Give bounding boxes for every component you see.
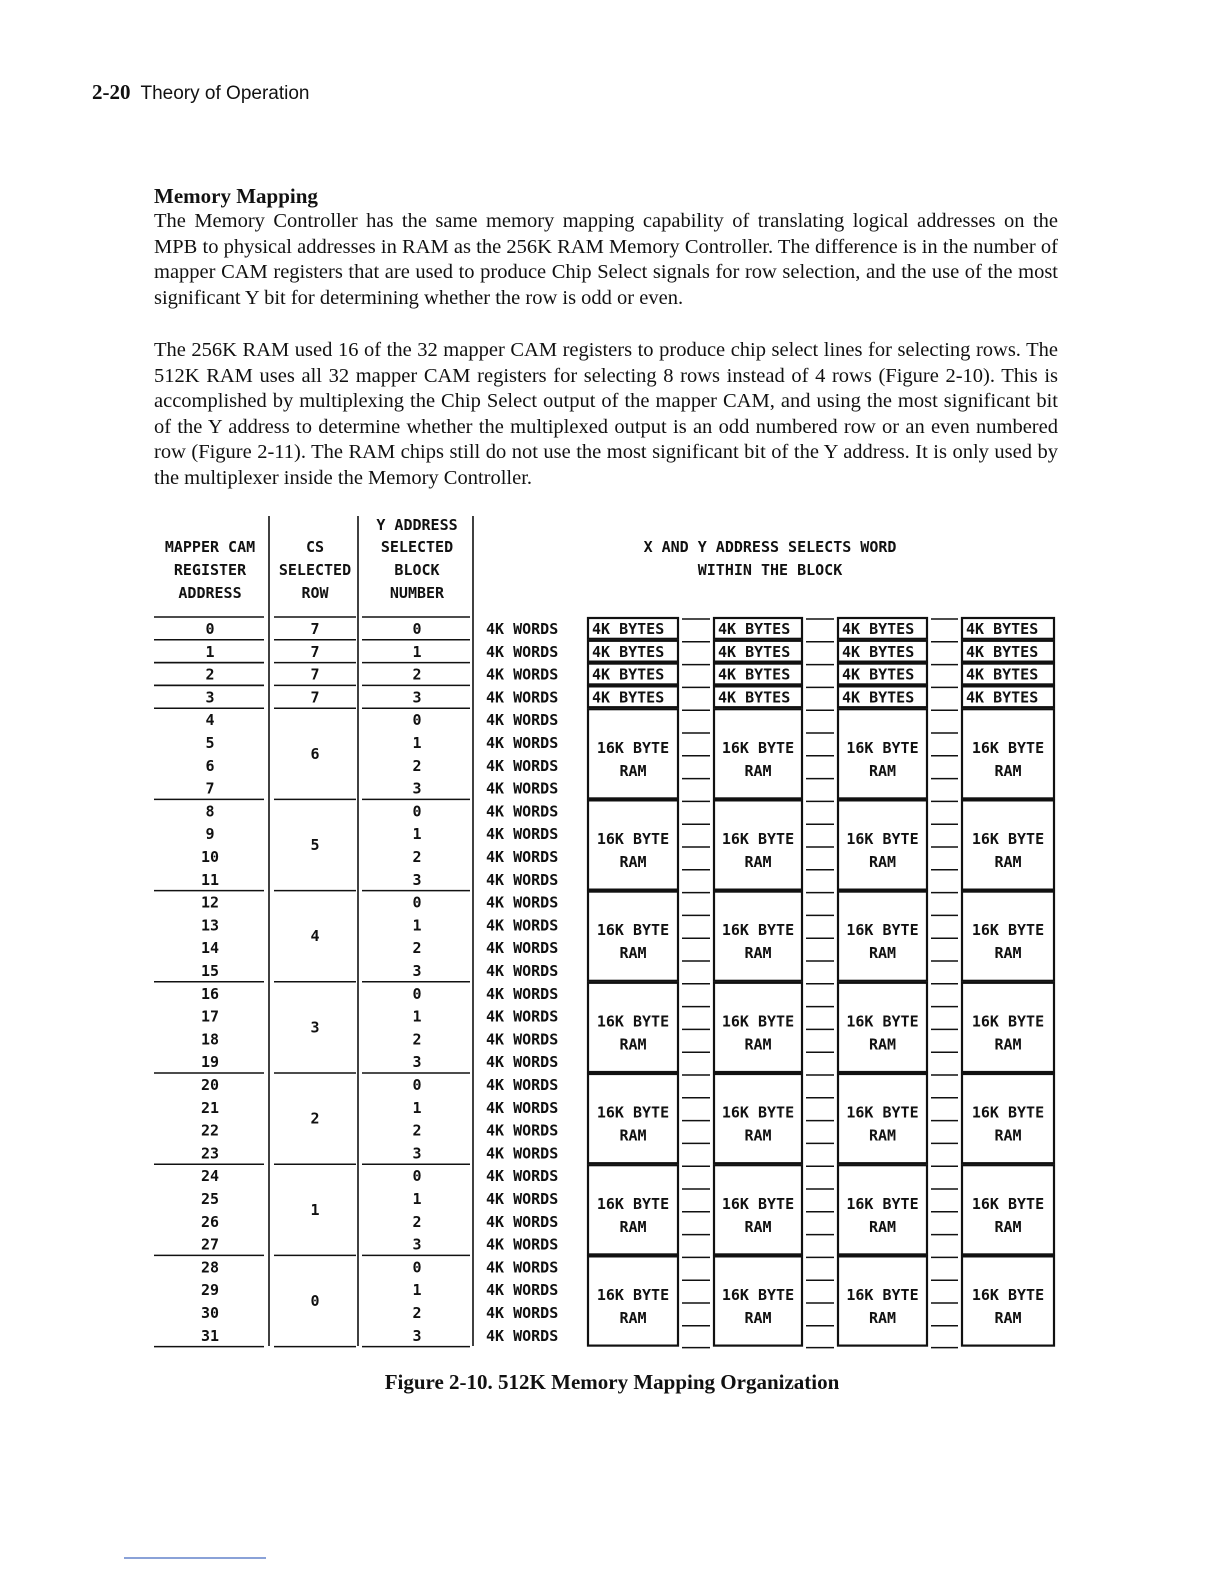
ram-label2-g3-c2: RAM bbox=[868, 1035, 897, 1054]
block-number-18: 2 bbox=[412, 1030, 422, 1049]
words-label-8: 4K WORDS bbox=[486, 802, 559, 821]
ram-label2-g0-c3: RAM bbox=[994, 761, 1022, 780]
words-label-29: 4K WORDS bbox=[486, 1281, 559, 1300]
block-number-23: 3 bbox=[412, 1144, 422, 1163]
byte-label-r3-c2: 4K BYTES bbox=[842, 688, 915, 707]
block-number-12: 0 bbox=[412, 893, 422, 912]
words-label-22: 4K WORDS bbox=[486, 1121, 559, 1140]
cs-row-top-0: 7 bbox=[310, 620, 320, 638]
ram-label1-g4-c2: 16K BYTE bbox=[846, 1103, 919, 1122]
header-col1-line1: MAPPER CAM bbox=[164, 538, 256, 556]
ram-label2-g4-c1: RAM bbox=[744, 1126, 772, 1145]
register-address-5: 5 bbox=[205, 734, 215, 752]
ram-label1-g1-c1: 16K BYTE bbox=[721, 830, 795, 848]
cs-row-group-4: 2 bbox=[310, 1109, 320, 1128]
register-address-25: 25 bbox=[200, 1190, 220, 1208]
register-address-20: 20 bbox=[200, 1076, 220, 1094]
block-number-4: 0 bbox=[412, 711, 422, 730]
cs-row-group-5: 1 bbox=[310, 1200, 320, 1219]
block-number-8: 0 bbox=[412, 802, 422, 821]
ram-label2-g5-c1: RAM bbox=[744, 1217, 772, 1236]
register-address-14: 14 bbox=[200, 939, 220, 958]
ram-label1-g0-c1: 16K BYTE bbox=[721, 738, 795, 757]
ram-label2-g2-c1: RAM bbox=[744, 944, 772, 963]
header-col1-line2: REGISTER bbox=[173, 561, 247, 579]
ram-label1-g1-c3: 16K BYTE bbox=[971, 830, 1045, 848]
block-number-0: 0 bbox=[412, 620, 422, 638]
header-col3-line2: SELECTED bbox=[380, 538, 454, 556]
words-label-3: 4K WORDS bbox=[486, 688, 559, 707]
words-label-24: 4K WORDS bbox=[486, 1167, 559, 1186]
cs-row-group-3: 3 bbox=[310, 1018, 320, 1037]
byte-label-r3-c0: 4K BYTES bbox=[592, 688, 665, 707]
header-col2-line3: ROW bbox=[301, 584, 329, 602]
block-number-17: 1 bbox=[412, 1007, 422, 1026]
ram-label1-g6-c1: 16K BYTE bbox=[721, 1286, 795, 1304]
byte-label-r0-c2: 4K BYTES bbox=[842, 620, 915, 638]
block-number-5: 1 bbox=[412, 734, 422, 752]
ram-label2-g6-c0: RAM bbox=[619, 1309, 647, 1327]
ram-label2-g4-c0: RAM bbox=[619, 1126, 647, 1145]
ram-label1-g6-c3: 16K BYTE bbox=[971, 1286, 1045, 1304]
footer-rule bbox=[124, 1557, 266, 1559]
ram-label2-g5-c3: RAM bbox=[994, 1217, 1022, 1236]
register-address-17: 17 bbox=[200, 1007, 220, 1026]
block-number-15: 3 bbox=[412, 962, 422, 980]
register-address-11: 11 bbox=[200, 870, 220, 889]
byte-label-r3-c1: 4K BYTES bbox=[718, 688, 791, 707]
register-address-15: 15 bbox=[200, 962, 220, 980]
figure-caption: Figure 2-10. 512K Memory Mapping Organization bbox=[384, 1370, 840, 1394]
ram-label1-g3-c3: 16K BYTE bbox=[971, 1012, 1045, 1031]
words-label-25: 4K WORDS bbox=[486, 1190, 559, 1208]
register-address-30: 30 bbox=[200, 1304, 220, 1322]
block-number-31: 3 bbox=[412, 1326, 422, 1345]
page-header bbox=[92, 80, 309, 105]
byte-label-r1-c1: 4K BYTES bbox=[718, 642, 791, 661]
block-number-20: 0 bbox=[412, 1076, 422, 1094]
paragraph-1: The Memory Controller has the same memory mapping capability of translating logical addresses on the MPB to physical addresses in RAM as the 256K RAM Memory Controller. The difference is in the number of mapper CAM registers that are used to produce Chip Select signals for row selection, and the use of the most significant Y bit for determining whether the row is odd or even. bbox=[154, 210, 1058, 309]
ram-label2-g1-c0: RAM bbox=[619, 853, 647, 871]
register-address-28: 28 bbox=[200, 1258, 220, 1277]
ram-label2-g4-c2: RAM bbox=[868, 1126, 897, 1145]
ram-label1-g6-c0: 16K BYTE bbox=[596, 1286, 670, 1304]
words-label-5: 4K WORDS bbox=[486, 734, 559, 752]
block-number-22: 2 bbox=[412, 1121, 422, 1140]
cs-row-top-2: 7 bbox=[310, 665, 320, 684]
words-label-26: 4K WORDS bbox=[486, 1212, 559, 1231]
ram-label1-g0-c3: 16K BYTE bbox=[971, 738, 1045, 757]
block-number-7: 3 bbox=[412, 779, 422, 798]
words-label-19: 4K WORDS bbox=[486, 1053, 559, 1072]
words-label-17: 4K WORDS bbox=[486, 1007, 559, 1026]
ram-label2-g4-c3: RAM bbox=[994, 1126, 1022, 1145]
ram-label1-g6-c2: 16K BYTE bbox=[846, 1286, 919, 1304]
words-label-10: 4K WORDS bbox=[486, 848, 559, 866]
words-label-21: 4K WORDS bbox=[486, 1098, 559, 1117]
register-address-19: 19 bbox=[200, 1053, 220, 1072]
register-address-1: 1 bbox=[205, 642, 215, 661]
block-number-14: 2 bbox=[412, 939, 422, 958]
cs-row-top-3: 7 bbox=[310, 688, 320, 707]
register-address-7: 7 bbox=[205, 779, 215, 798]
words-label-7: 4K WORDS bbox=[486, 779, 559, 798]
block-number-1: 1 bbox=[412, 642, 422, 661]
ram-label2-g2-c3: RAM bbox=[994, 944, 1022, 963]
ram-label2-g6-c1: RAM bbox=[744, 1309, 772, 1327]
byte-label-r1-c0: 4K BYTES bbox=[592, 642, 665, 661]
register-address-9: 9 bbox=[205, 825, 215, 844]
register-address-31: 31 bbox=[200, 1326, 220, 1345]
ram-label2-g3-c3: RAM bbox=[994, 1035, 1022, 1054]
ram-label1-g0-c0: 16K BYTE bbox=[596, 738, 670, 757]
header-col3-line1: Y ADDRESS bbox=[376, 516, 458, 534]
byte-label-r2-c0: 4K BYTES bbox=[592, 665, 665, 684]
cs-row-group-1: 5 bbox=[310, 836, 320, 854]
ram-label2-g5-c2: RAM bbox=[868, 1217, 897, 1236]
register-address-27: 27 bbox=[200, 1235, 220, 1254]
block-number-6: 2 bbox=[412, 756, 422, 775]
ram-label2-g5-c0: RAM bbox=[619, 1217, 647, 1236]
words-label-14: 4K WORDS bbox=[486, 939, 559, 958]
ram-label2-g0-c1: RAM bbox=[744, 761, 772, 780]
words-label-2: 4K WORDS bbox=[486, 665, 559, 684]
ram-label1-g3-c0: 16K BYTE bbox=[596, 1012, 670, 1031]
block-number-10: 2 bbox=[412, 848, 422, 866]
header-col1-line3: ADDRESS bbox=[178, 584, 242, 602]
register-address-12: 12 bbox=[200, 893, 220, 912]
header-col4-line1: X AND Y ADDRESS SELECTS WORD bbox=[643, 538, 897, 556]
cs-row-group-0: 6 bbox=[310, 744, 320, 763]
register-address-18: 18 bbox=[200, 1030, 220, 1049]
memory-mapping-figure bbox=[150, 516, 1070, 1356]
byte-label-r0-c3: 4K BYTES bbox=[966, 620, 1039, 638]
header-col2-line2: SELECTED bbox=[278, 561, 352, 579]
words-label-18: 4K WORDS bbox=[486, 1030, 559, 1049]
register-address-3: 3 bbox=[205, 688, 215, 707]
words-label-1: 4K WORDS bbox=[486, 642, 559, 661]
byte-label-r2-c2: 4K BYTES bbox=[842, 665, 915, 684]
register-address-0: 0 bbox=[205, 620, 215, 638]
block-number-2: 2 bbox=[412, 665, 422, 684]
block-number-30: 2 bbox=[412, 1304, 422, 1322]
block-number-24: 0 bbox=[412, 1167, 422, 1186]
ram-label1-g1-c0: 16K BYTE bbox=[596, 830, 670, 848]
ram-label1-g3-c2: 16K BYTE bbox=[846, 1012, 919, 1031]
ram-label1-g3-c1: 16K BYTE bbox=[721, 1012, 795, 1031]
block-number-16: 0 bbox=[412, 984, 422, 1003]
byte-label-r2-c1: 4K BYTES bbox=[718, 665, 791, 684]
ram-label2-g3-c1: RAM bbox=[744, 1035, 772, 1054]
header-col2-line1: CS bbox=[305, 538, 325, 556]
register-address-24: 24 bbox=[200, 1167, 220, 1186]
words-label-16: 4K WORDS bbox=[486, 984, 559, 1003]
block-number-26: 2 bbox=[412, 1212, 422, 1231]
block-number-3: 3 bbox=[412, 688, 422, 707]
block-number-13: 1 bbox=[412, 916, 422, 935]
ram-label2-g0-c0: RAM bbox=[619, 761, 647, 780]
words-label-0: 4K WORDS bbox=[486, 620, 559, 638]
running-title: Theory of Operation bbox=[140, 83, 310, 104]
block-number-29: 1 bbox=[412, 1281, 422, 1300]
register-address-4: 4 bbox=[205, 711, 215, 730]
cs-row-group-2: 4 bbox=[310, 927, 320, 946]
words-label-20: 4K WORDS bbox=[486, 1076, 559, 1094]
header-col4-line2: WITHIN THE BLOCK bbox=[697, 561, 843, 579]
ram-label1-g2-c0: 16K BYTE bbox=[596, 921, 670, 940]
ram-label1-g4-c3: 16K BYTE bbox=[971, 1103, 1045, 1122]
paragraph-2: The 256K RAM used 16 of the 32 mapper CAM registers to produce chip select lines for selecting rows. The 512K RAM uses all 32 mapper CAM registers for selecting 8 rows instead of 4 rows (Figure 2-10). This is accomplished by multiplexing the Chip Select output of the mapper CAM, and using the most significant bit of the Y address to determine whether the multiplexed output is an odd numbered row or an even numbered row (Figure 2-11). The RAM chips still do not use the most significant bit of the Y address. It is only used by the multiplexer inside the Memory Controller. bbox=[154, 339, 1058, 489]
block-number-27: 3 bbox=[412, 1235, 422, 1254]
register-address-23: 23 bbox=[200, 1144, 220, 1163]
block-number-11: 3 bbox=[412, 870, 422, 889]
ram-label1-g5-c3: 16K BYTE bbox=[971, 1194, 1045, 1213]
words-label-28: 4K WORDS bbox=[486, 1258, 559, 1277]
header-col3-line4: NUMBER bbox=[389, 584, 445, 602]
cs-row-group-6: 0 bbox=[310, 1292, 320, 1310]
cs-row-top-1: 7 bbox=[310, 642, 320, 661]
ram-label2-g1-c3: RAM bbox=[994, 853, 1022, 871]
byte-label-r1-c3: 4K BYTES bbox=[966, 642, 1039, 661]
register-address-16: 16 bbox=[200, 984, 220, 1003]
header-col3-line3: BLOCK bbox=[394, 561, 440, 579]
register-address-22: 22 bbox=[200, 1121, 220, 1140]
ram-label2-g3-c0: RAM bbox=[619, 1035, 647, 1054]
register-address-13: 13 bbox=[200, 916, 220, 935]
words-label-13: 4K WORDS bbox=[486, 916, 559, 935]
words-label-31: 4K WORDS bbox=[486, 1326, 559, 1345]
ram-label2-g0-c2: RAM bbox=[868, 761, 897, 780]
block-number-25: 1 bbox=[412, 1190, 422, 1208]
words-label-15: 4K WORDS bbox=[486, 962, 559, 980]
ram-label1-g0-c2: 16K BYTE bbox=[846, 738, 919, 757]
byte-label-r2-c3: 4K BYTES bbox=[966, 665, 1039, 684]
block-number-28: 0 bbox=[412, 1258, 422, 1277]
page-number: 2-20 bbox=[92, 80, 131, 104]
ram-label1-g1-c2: 16K BYTE bbox=[846, 830, 919, 848]
ram-label1-g2-c3: 16K BYTE bbox=[971, 921, 1045, 940]
words-label-12: 4K WORDS bbox=[486, 893, 559, 912]
byte-label-r0-c0: 4K BYTES bbox=[592, 620, 665, 638]
words-label-30: 4K WORDS bbox=[486, 1304, 559, 1322]
ram-label2-g1-c1: RAM bbox=[744, 853, 772, 871]
register-address-8: 8 bbox=[205, 802, 215, 821]
block-number-21: 1 bbox=[412, 1098, 422, 1117]
byte-label-r1-c2: 4K BYTES bbox=[842, 642, 915, 661]
ram-label1-g4-c0: 16K BYTE bbox=[596, 1103, 670, 1122]
ram-label1-g2-c2: 16K BYTE bbox=[846, 921, 919, 940]
ram-label2-g2-c2: RAM bbox=[868, 944, 897, 963]
words-label-11: 4K WORDS bbox=[486, 870, 559, 889]
register-address-6: 6 bbox=[205, 756, 215, 775]
block-number-19: 3 bbox=[412, 1053, 422, 1072]
ram-label1-g4-c1: 16K BYTE bbox=[721, 1103, 795, 1122]
register-address-2: 2 bbox=[205, 665, 215, 684]
section-title: Memory Mapping bbox=[154, 184, 318, 208]
words-label-23: 4K WORDS bbox=[486, 1144, 559, 1163]
ram-label1-g5-c1: 16K BYTE bbox=[721, 1194, 795, 1213]
register-address-21: 21 bbox=[200, 1098, 220, 1117]
register-address-26: 26 bbox=[200, 1212, 220, 1231]
ram-label2-g1-c2: RAM bbox=[868, 853, 897, 871]
ram-label2-g6-c3: RAM bbox=[994, 1309, 1022, 1327]
words-label-27: 4K WORDS bbox=[486, 1235, 559, 1254]
byte-label-r0-c1: 4K BYTES bbox=[718, 620, 791, 638]
words-label-9: 4K WORDS bbox=[486, 825, 559, 844]
ram-label2-g6-c2: RAM bbox=[868, 1309, 897, 1327]
words-label-4: 4K WORDS bbox=[486, 711, 559, 730]
ram-label2-g2-c0: RAM bbox=[619, 944, 647, 963]
byte-label-r3-c3: 4K BYTES bbox=[966, 688, 1039, 707]
memory-mapping-diagram bbox=[150, 516, 1070, 1356]
words-label-6: 4K WORDS bbox=[486, 756, 559, 775]
block-number-9: 1 bbox=[412, 825, 422, 844]
ram-label1-g5-c0: 16K BYTE bbox=[596, 1194, 670, 1213]
register-address-29: 29 bbox=[200, 1281, 220, 1300]
register-address-10: 10 bbox=[200, 848, 220, 866]
ram-label1-g5-c2: 16K BYTE bbox=[846, 1194, 919, 1213]
ram-label1-g2-c1: 16K BYTE bbox=[721, 921, 795, 940]
